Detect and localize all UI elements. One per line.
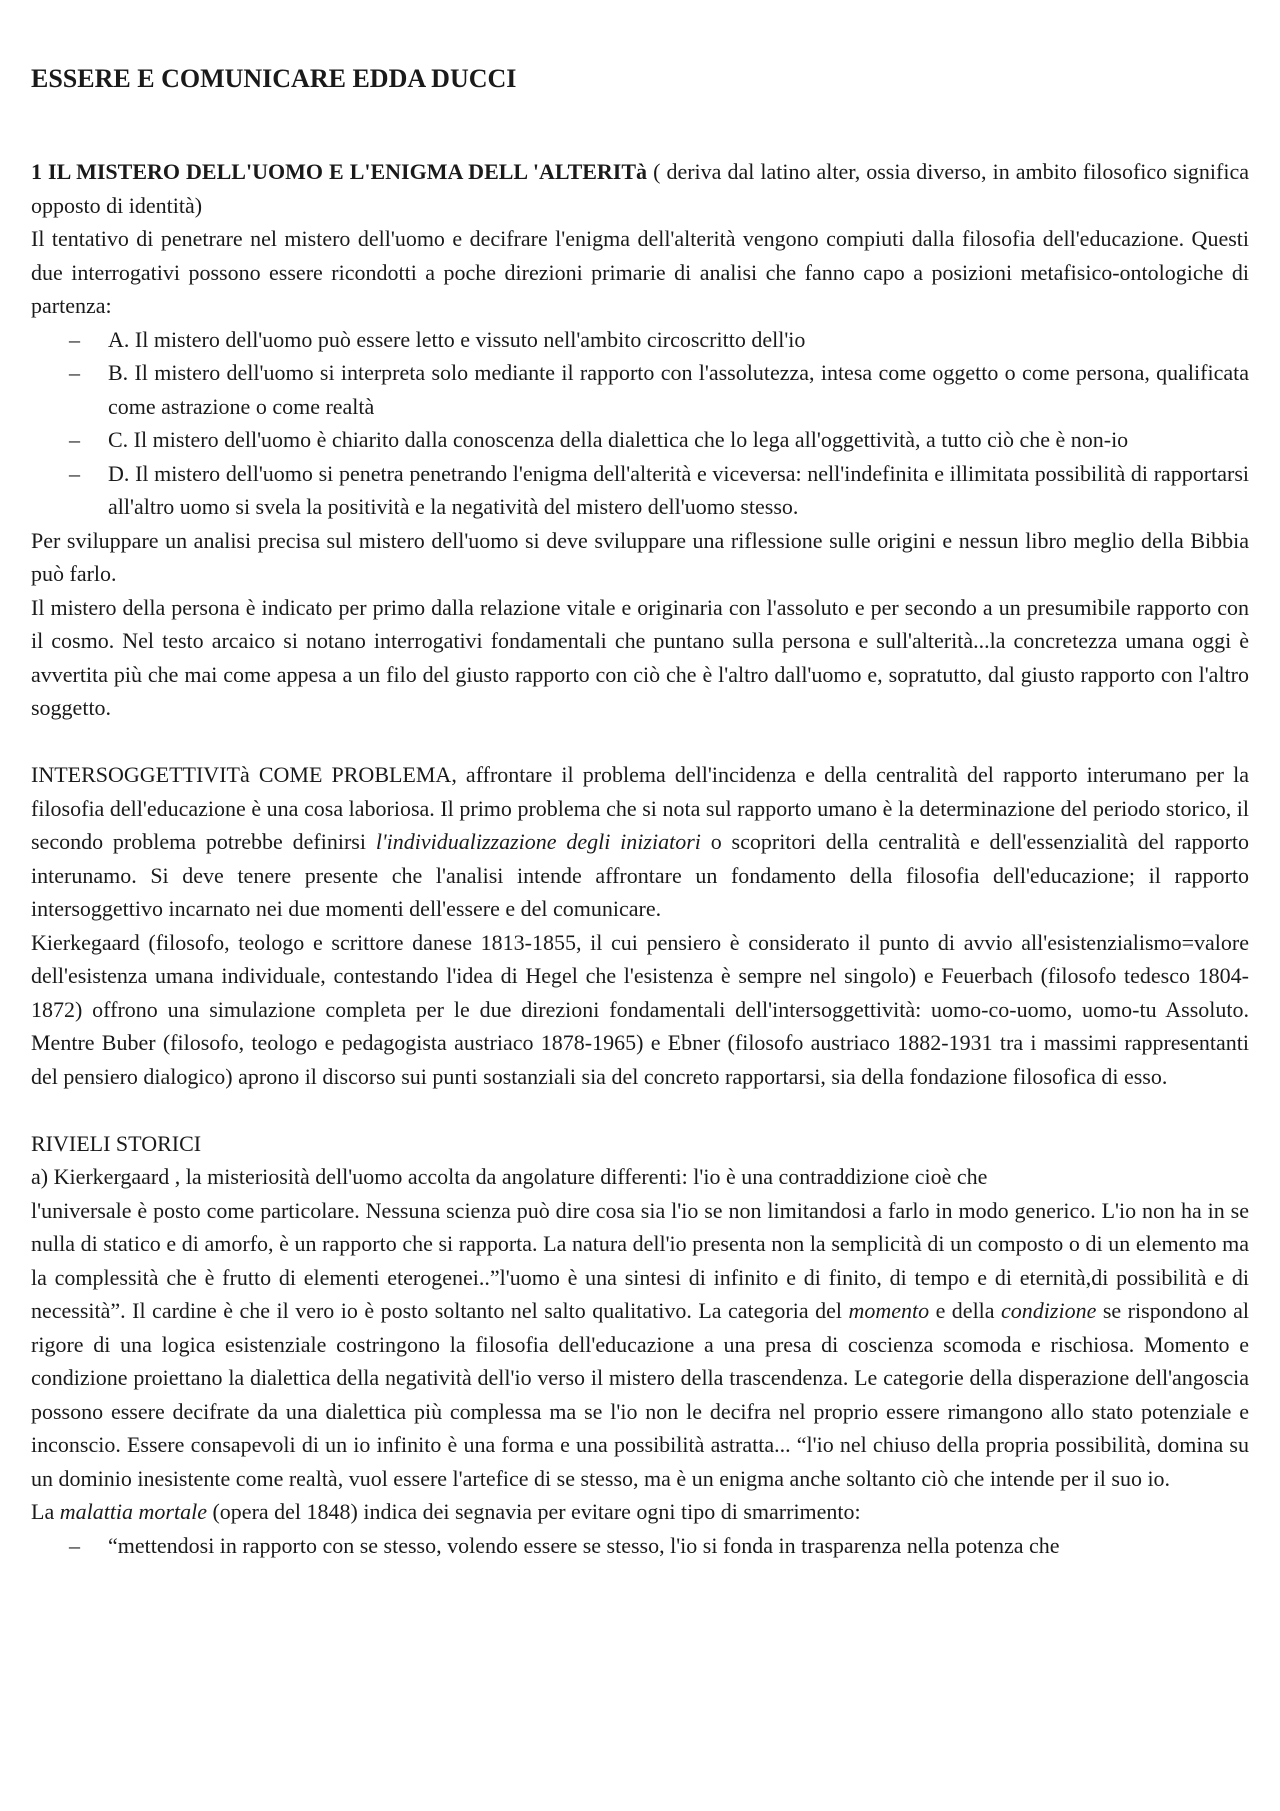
list-item: – B. Il mistero dell'uomo si interpreta solo mediante il rapporto con l'assolutezza, intesa come oggetto o come persona, qualificata come astrazione o come realtà — [31, 356, 1249, 423]
dash-bullet: – — [69, 460, 80, 486]
list-item: – D. Il mistero dell'uomo si penetra penetrando l'enigma dell'alterità e viceversa: nell'indefinita e illimitata possibilità di rapportarsi all'altro uomo si svela la positività e la negatività del mistero dell'uomo stesso. — [31, 457, 1249, 524]
list-item: – “mettendosi in rapporto con se stesso, volendo essere se stesso, l'io si fonda in trasparenza nella potenza che — [31, 1529, 1249, 1563]
section1-heading-note: ( deriva dal latino alter, ossia diverso, in ambito filosofico significa opposto di identità) — [31, 159, 1249, 218]
section1-paragraph-3: Il mistero della persona è indicato per primo dalla relazione vitale e originaria con l'assoluto e per secondo a un presumibile rapporto con il cosmo. Nel testo arcaico si notano interrogativi fondamentali che puntano sulla persona e sull'alterità...la concretezza umana oggi è avvertita più che mai come appesa a un filo del giusto rapporto con ciò che è l'altro dall'uomo e, sopratutto, dal giusto rapporto con l'altro soggetto. — [31, 594, 1249, 720]
dash-bullet: – — [69, 360, 80, 385]
list-item: – A. Il mistero dell'uomo può essere letto e vissuto nell'ambito circoscritto dell'io — [31, 323, 1249, 357]
section1-intro: Il tentativo di penetrare nel mistero dell'uomo e decifrare l'enigma dell'alterità vengono compiuti dalla filosofia dell'educazione. Questi due interrogativi possono essere ricondotti a poche direzioni primarie di analisi che fanno capo a posizioni metafisico-ontologiche di partenza: — [31, 226, 1249, 318]
section1-paragraph-2: Per sviluppare un analisi precisa sul mistero dell'uomo si deve sviluppare una riflessione sulle origini e nessun libro meglio della Bibbia può farlo. — [31, 527, 1249, 586]
section3-list — [31, 1529, 1249, 1563]
section3-heading: RIVIELI STORICI — [31, 1130, 202, 1156]
document-page — [31, 62, 1249, 1562]
section2-paragraph-2: Kierkegaard (filosofo, teologo e scrittore danese 1813-1855, il cui pensiero è considerato il punto di avvio all'esistenzialismo=valore dell'esistenza umana individuale, contestando l'idea di Hegel che l'esistenza è sempre nel singolo) e Feuerbach (filosofo tedesco 1804-1872) offrono una simulazione completa per le due direzioni fondamentali dell'intersoggettività: uomo-co-uomo, uomo-tu Assoluto. Mentre Buber (filosofo, teologo e pedagogista austriaco 1878-1965) e Ebner (filosofo austriaco 1882-1931 tra i massimi rappresentanti del pensiero dialogico) aprono il discorso sui punti sostanziali sia del concreto rapportarsi, sia della fondazione filosofica di esso. — [31, 929, 1249, 1089]
section3-paragraph-b: La malattia mortale (opera del 1848) indica dei segnavia per evitare ogni tipo di smarrimento: — [31, 1499, 861, 1524]
section3-paragraph-a: l'universale è posto come particolare. Nessuna scienza può dire cosa sia l'io se non limitandosi a farlo in modo generico. L'io non ha in se nulla di statico e di amorfo, è un rapporto che si rapporta. La natura dell'io presenta non la semplicità di un composto o di un elemento ma la complessità che è frutto di elementi eterogenei..”l'uomo è una sintesi di infinito e di finito, di tempo e di eternità,di possibilità e di necessità”. Il cardine è che il vero io è posto soltanto nel salto qualitativo. La categoria del momento e della condizione se rispondono al rigore di una logica esistenziale costringono la filosofia dell'educazione a una presa di coscienza scomoda e rischiosa. Momento e condizione proiettano la dialettica della negatività dell'io verso il mistero della trascendenza. Le categorie della disperazione dell'angoscia possono essere decifrate da una dialettica più complessa ma se l'io non le decifra nel proprio essere rimangono allo stato potenziale e inconscio. Essere consapevoli di un io infinito è una forma e una possibilità astratta... “l'io nel chiuso della propria possibilità, domina su un dominio inesistente come realtà, vuol essere l'artefice di se stesso, ma è un enigma anche soltanto ciò che intende per il suo io. — [31, 1197, 1250, 1491]
list-item: – C. Il mistero dell'uomo è chiarito dalla conoscenza della dialettica che lo lega all'oggettività, a tutto ciò che è non-io — [31, 423, 1249, 457]
section1-heading: 1 IL MISTERO DELL'UOMO E L'ENIGMA DELL 'ALTERITà — [31, 159, 648, 184]
section1-heading-paragraph — [31, 155, 1249, 222]
dash-bullet: – — [69, 427, 80, 452]
section2-paragraph-1: INTERSOGGETTIVITà COME PROBLEMA, affrontare il problema dell'incidenza e della centralità del rapporto interumano per la filosofia dell'educazione è una cosa laboriosa. Il primo problema che si nota sul rapporto umano è la determinazione del periodo storico, il secondo problema potrebbe definirsi l'individualizzazione degli iniziatori o scopritori della centralità e dell'essenzialità del rapporto interunamo. Si deve tenere presente che l'analisi intende affrontare un fondamento della filosofia dell'educazione; il rapporto intersoggettivo incarnato nei due momenti dell'essere e del comunicare. — [31, 762, 1249, 921]
section1-list — [31, 323, 1249, 524]
dash-bullet: – — [69, 1532, 80, 1558]
section3-line-a: a) Kierkergaard , la misteriosità dell'uomo accolta da angolature differenti: l'io è una contraddizione cioè che — [31, 1164, 988, 1189]
spacer — [31, 1093, 1249, 1127]
spacer — [31, 725, 1249, 759]
document-title: ESSERE E COMUNICARE EDDA DUCCI — [31, 64, 517, 93]
dash-bullet: – — [69, 326, 80, 352]
